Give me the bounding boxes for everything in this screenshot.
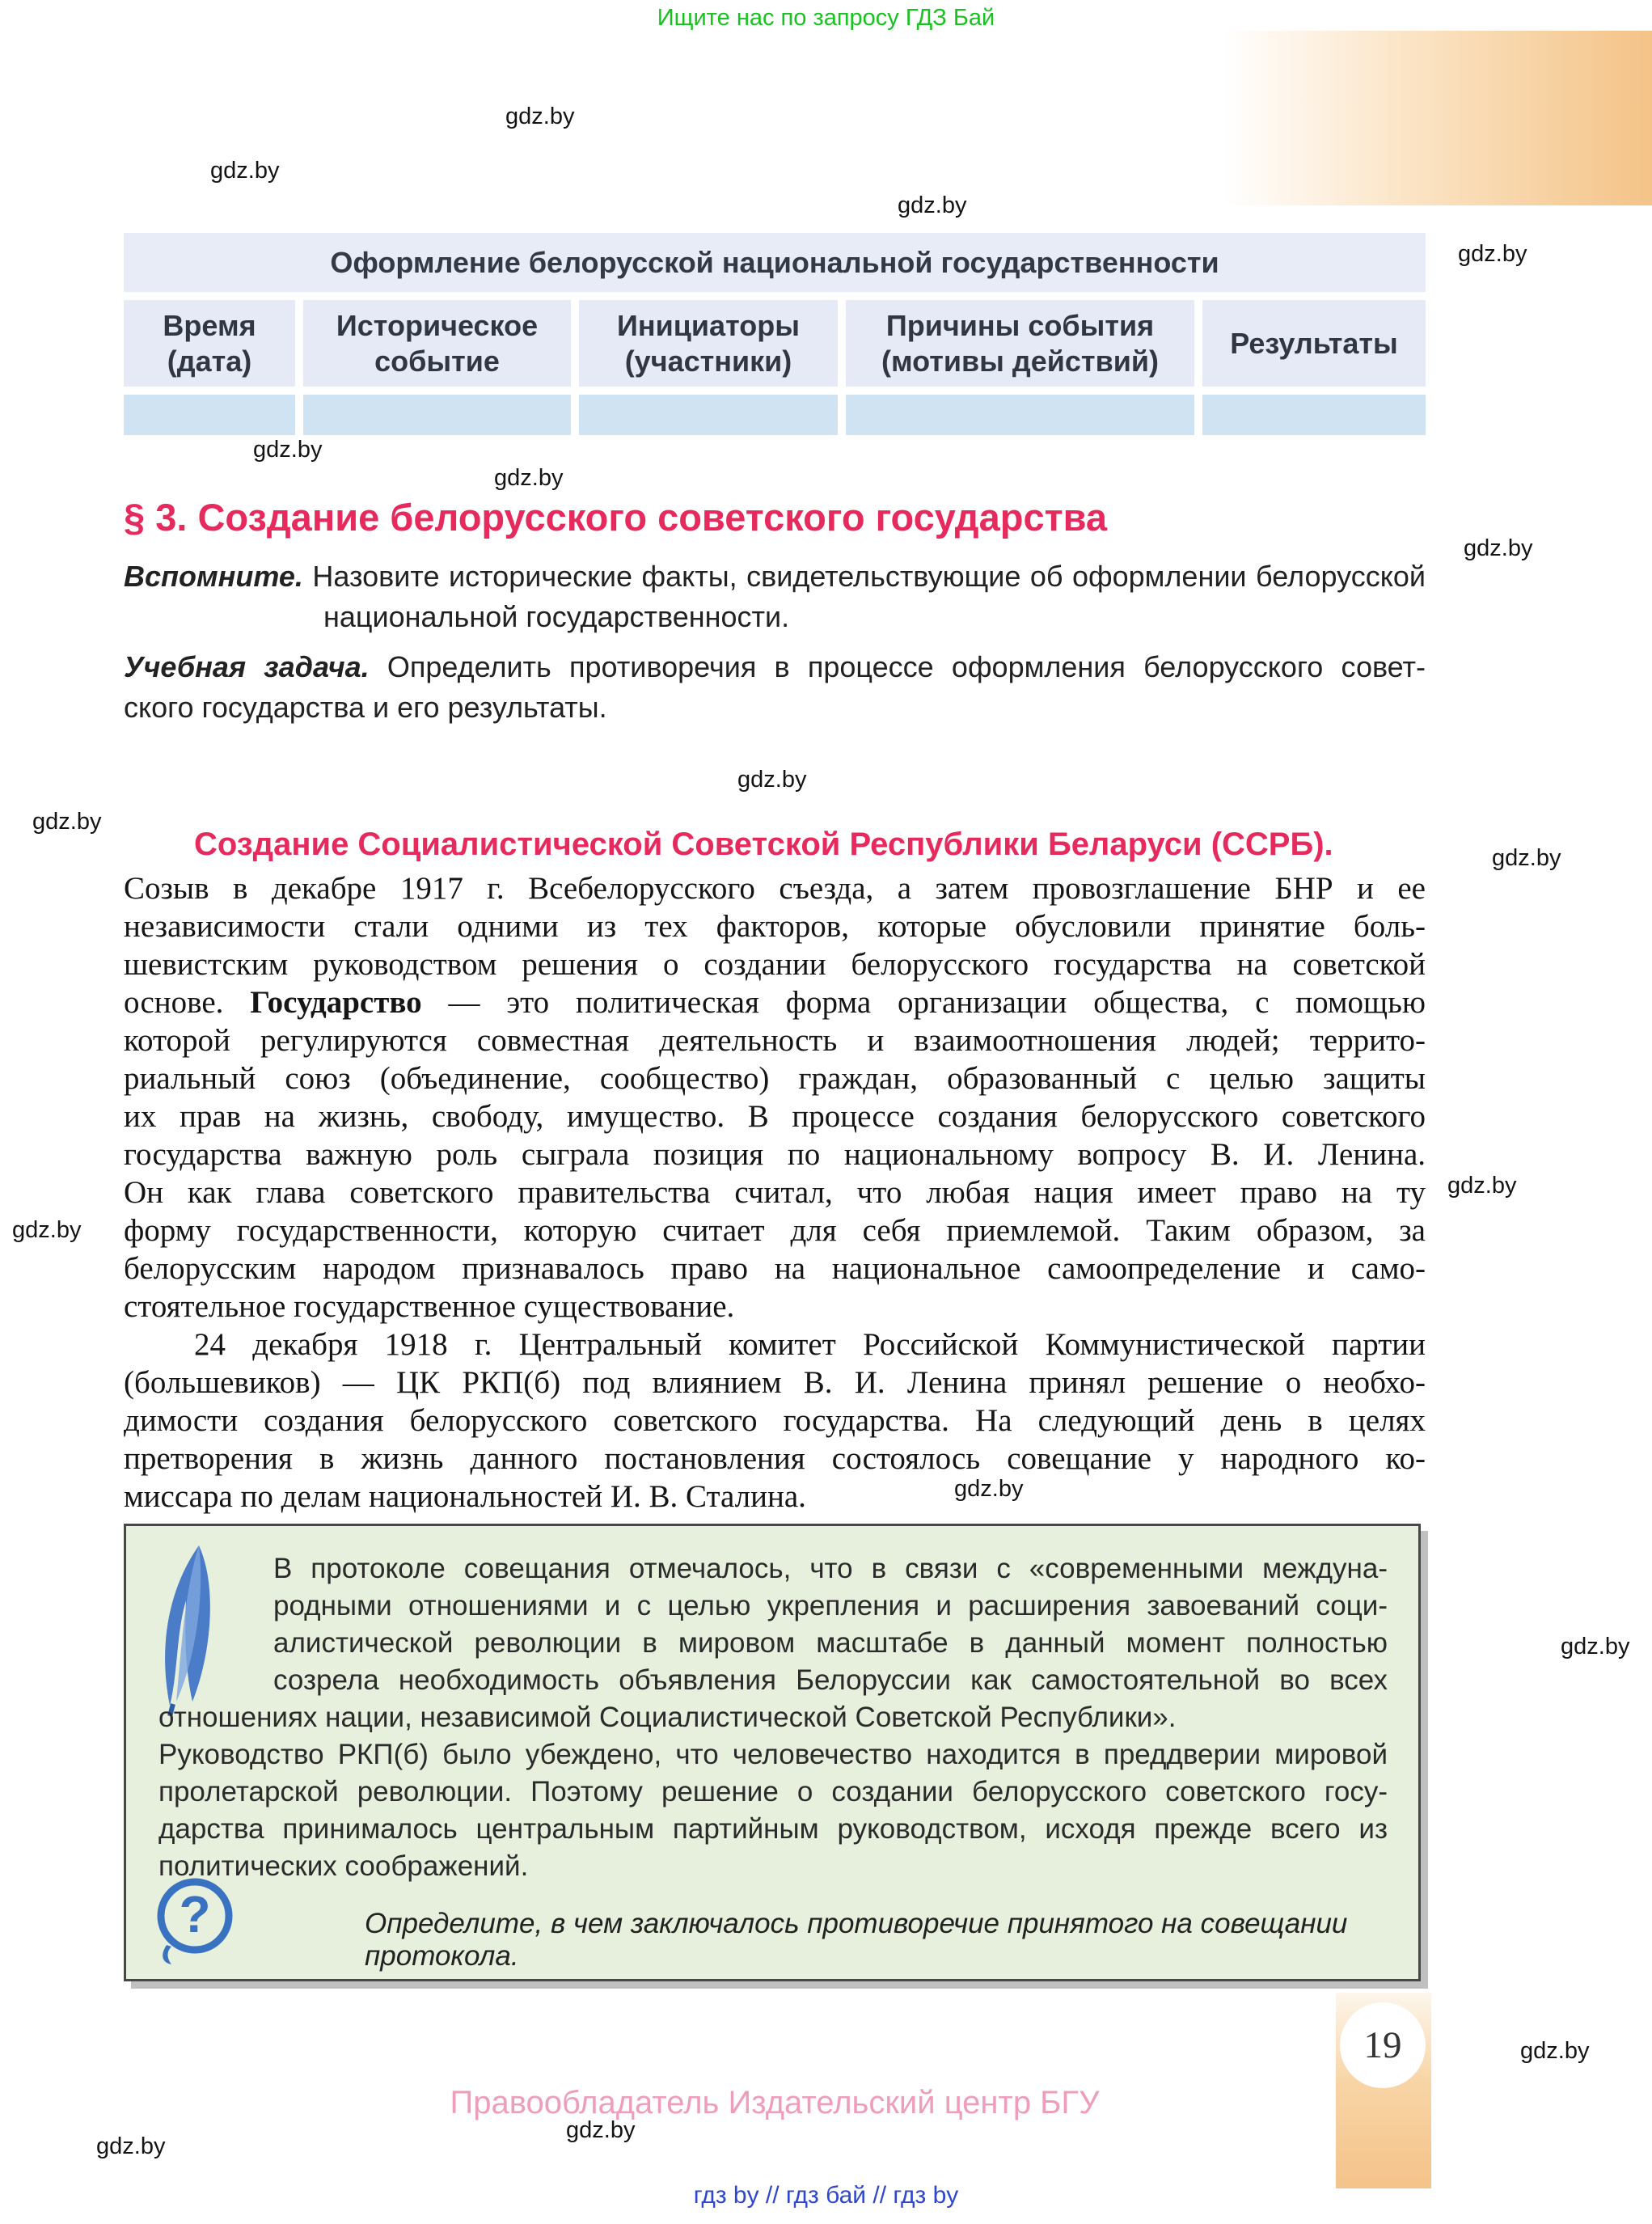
watermark: gdz.by [954, 1476, 1024, 1502]
body-text: основе. [124, 985, 251, 1020]
column-header-event: Историческое событие [303, 300, 571, 387]
watermark: gdz.by [494, 465, 564, 491]
remember-line-2: национальной государственности. [323, 600, 790, 633]
watermark: gdz.by [1561, 1634, 1630, 1660]
column-header-reasons: Причины события (мотивы действий) [846, 300, 1194, 387]
quote-line: родными отношениями и с целью укрепления и расширения завоеваний соци- [273, 1590, 1388, 1621]
page-number: 19 [1363, 2024, 1402, 2066]
quote-line: отношениях нации, независимой Социалистической Советской Республики». [158, 1702, 1177, 1733]
watermark: gdz.by [1464, 535, 1533, 561]
orange-corner-decoration [1223, 31, 1652, 205]
quote-line: созрела необходимость объявления Белоруссии как самостоятельной во всех [273, 1664, 1388, 1696]
body-line-with-term [124, 983, 1426, 1021]
term-gosudarstvo: Государство [250, 985, 422, 1020]
body-line: риальный союз (объединение, сообщество) граждан, образованный с целью защиты [124, 1061, 1426, 1096]
body-line: которой регулируются совместная деятельность и взаимоотношения людей; террито- [124, 1023, 1426, 1058]
top-banner: Ищите нас по запросу ГДЗ Бай [657, 5, 995, 31]
watermark: gdz.by [566, 2117, 636, 2143]
task-line-2: ского государства и его результаты. [124, 691, 607, 724]
body-line: Он как глава советского правительства считал, что любая нация имеет право на ту [124, 1175, 1426, 1210]
watermark: gdz.by [12, 1217, 82, 1243]
watermark: gdz.by [1447, 1173, 1517, 1199]
quote-line: В протоколе совещания отмечалось, что в связи с «современными междуна- [273, 1553, 1388, 1584]
watermark: gdz.by [737, 767, 807, 793]
table-empty-row [124, 395, 1426, 435]
body-line: 24 декабря 1918 г. Центральный комитет Российской Коммунистической партии [194, 1327, 1426, 1362]
page-number-badge [1340, 2002, 1426, 2088]
watermark: gdz.by [253, 437, 323, 463]
column-header-results: Результаты [1202, 300, 1426, 387]
quote-text [158, 1550, 1388, 1885]
body-line: независимости стали одними из тех факторов, которые обусловили принятие боль- [124, 909, 1426, 944]
body-line: Созыв в декабре 1917 г. Всебелорусского съезда, а затем провозглашение БНР и ее [124, 871, 1426, 906]
article-subheading: Создание Социалистической Советской Республики Беларуси (ССРБ). [194, 827, 1333, 862]
comment-line: политических соображений. [158, 1850, 529, 1882]
task-block [124, 647, 1426, 728]
body-line: белорусским народом признавалось право на национальное самоопределение и само- [124, 1251, 1426, 1286]
section-title: § 3. Создание белорусского советского государства [124, 496, 1108, 539]
question-task: Определите, в чем заключалось противоречие принятого на совещании протокола. [365, 1908, 1348, 1972]
task-label: Учебная задача. [124, 650, 370, 683]
body-text: — это политическая форма организации общества, с помощью [421, 985, 1426, 1020]
quote-box [124, 1524, 1421, 1981]
copyright-line: Правообладатель Издательский центр БГУ [450, 2085, 1100, 2120]
task-text: Определить противоречия в процессе оформления белорусского совет- [387, 650, 1426, 683]
question-mark-icon [150, 1874, 239, 1973]
table-header-row [124, 300, 1426, 387]
watermark: gdz.by [505, 104, 575, 129]
column-header-initiators: Инициаторы (участники) [579, 300, 838, 387]
body-line: форму государственности, которую считает для себя приемлемой. Таким образом, за [124, 1213, 1426, 1248]
watermark: gdz.by [210, 158, 280, 184]
body-line: (большевиков) — ЦК РКП(б) под влиянием В. И. Ленина принял решение о необхо- [124, 1365, 1426, 1400]
column-header-time: Время (дата) [124, 300, 295, 387]
empty-cell [303, 395, 571, 435]
table-title: Оформление белорусской национальной государственности [124, 233, 1426, 292]
task-line-1 [124, 647, 1426, 687]
empty-cell [1202, 395, 1426, 435]
article-body [124, 869, 1426, 1516]
body-line: претворения в жизнь данного постановления состоялось совещание у народного ко- [124, 1441, 1426, 1476]
watermark: gdz.by [1492, 845, 1561, 871]
watermark: gdz.by [1520, 2038, 1590, 2064]
body-line: миссара по делам национальностей И. В. Сталина. [124, 1479, 806, 1514]
comment-line: пролетарской революции. Поэтому решение о создании белорусского советского госу- [158, 1776, 1388, 1808]
remember-block [124, 556, 1426, 637]
bottom-links-line: гдз by // гдз бай // гдз by [693, 2182, 959, 2209]
comment-line: Руководство РКП(б) было убеждено, что человечество находится в преддверии мировой [158, 1739, 1388, 1770]
comment-line: дарства принималось центральным партийным руководством, исходя прежде всего из [158, 1813, 1388, 1845]
empty-cell [579, 395, 838, 435]
empty-cell [124, 395, 295, 435]
remember-label: Вспомните. [124, 560, 303, 593]
watermark: gdz.by [32, 809, 102, 835]
remember-line-1 [124, 556, 1426, 597]
svg-text:?: ? [179, 1885, 211, 1943]
body-line: стоятельное государственное существование. [124, 1289, 735, 1324]
body-line: государства важную роль сыграла позиция по национальному вопросу В. И. Ленина. [124, 1137, 1426, 1172]
body-line: димости создания белорусского советского государства. На следующий день в целях [124, 1403, 1426, 1438]
empty-cell [846, 395, 1194, 435]
watermark: gdz.by [1458, 241, 1527, 267]
body-line: их прав на жизнь, свободу, имущество. В процессе создания белорусского советского [124, 1099, 1426, 1134]
quote-line: алистической революции в мировом масштабе в данный момент полностью [273, 1627, 1388, 1659]
watermark: gdz.by [96, 2133, 166, 2159]
watermark: gdz.by [898, 192, 967, 218]
state-formation-table [124, 233, 1426, 435]
remember-text: Назовите исторические факты, свидетельствующие об оформлении белорусской [312, 560, 1426, 593]
body-line: шевистским руководством решения о создании белорусского государства на советской [124, 947, 1426, 982]
